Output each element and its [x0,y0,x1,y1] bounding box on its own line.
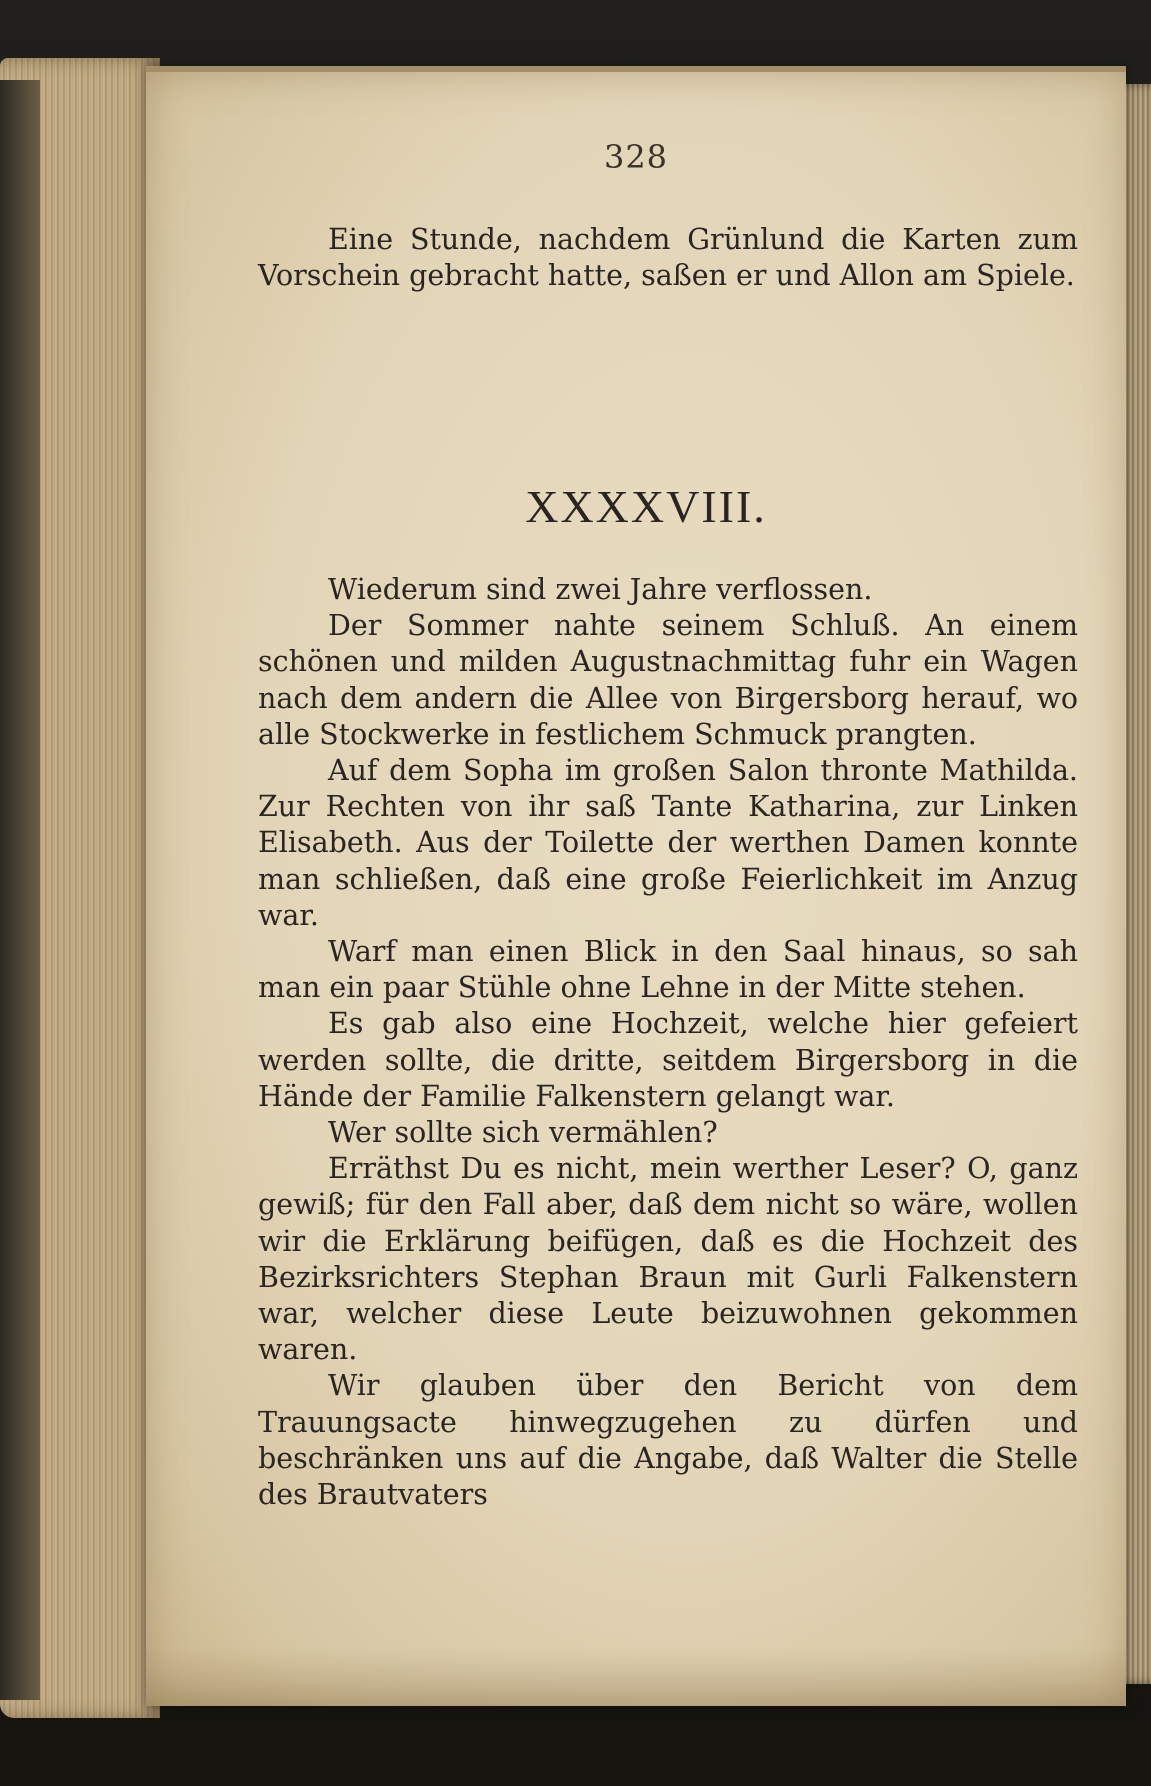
paragraph: Auf dem Sopha im großen Salon thronte Mathilda. Zur Rechten von ihr saß Tante Katharina, zur Linken Elisabeth. Aus der Toilette der werthen Damen konnte man schließen, daß eine große Feierlichkeit im Anzug war. [258,754,1078,932]
paragraph: Warf man einen Blick in den Saal hinaus, so sah man ein paar Stühle ohne Lehne in der Mitte stehen. [258,935,1078,1005]
book-page [146,66,1126,1706]
book-spine-shadow [0,80,40,1700]
paragraph: Wiederum sind zwei Jahre verflossen. [328,573,873,606]
paragraph: Erräthst Du es nicht, mein werther Leser? O, ganz gewiß; für den Fall aber, daß dem nicht so wäre, wollen wir die Erklärung beifügen, daß es die Hochzeit des Bezirksrichters Stephan Braun mit Gurli Falkenstern war, welcher diese Leute beizuwohnen gekommen waren. [258,1152,1078,1367]
chapter-body [258,572,1078,1513]
paragraph: Wer sollte sich vermählen? [328,1116,718,1150]
paragraph: Der Sommer nahte seinem Schluß. An einem schönen und milden Augustnachmittag fuhr ein Wagen nach dem andern die Allee von Birgersborg herauf, wo alle Stockwerke in festlichem Schmuck prangten. [258,609,1078,751]
paragraph: Wir glauben über den Bericht von dem Trauungsacte hinwegzugehen zu dürfen und beschränken uns auf die Angabe, daß Walter die Stelle des Brautvaters [258,1369,1078,1512]
page-number: 328 [603,138,669,176]
intro-paragraph: Eine Stunde, nachdem Grünlund die Karten zum Vorschein gebracht hatte, saßen er und Allon am Spiele. [258,223,1078,293]
page-bottom-shadow [146,1646,1126,1706]
chapter-heading: XXXXVIII. [525,481,767,532]
paragraph: Es gab also eine Hochzeit, welche hier gefeiert werden sollte, die dritte, seitdem Birgersborg in die Hände der Familie Falkenstern gelangt war. [258,1007,1078,1113]
intro-paragraph-block [258,222,1078,294]
